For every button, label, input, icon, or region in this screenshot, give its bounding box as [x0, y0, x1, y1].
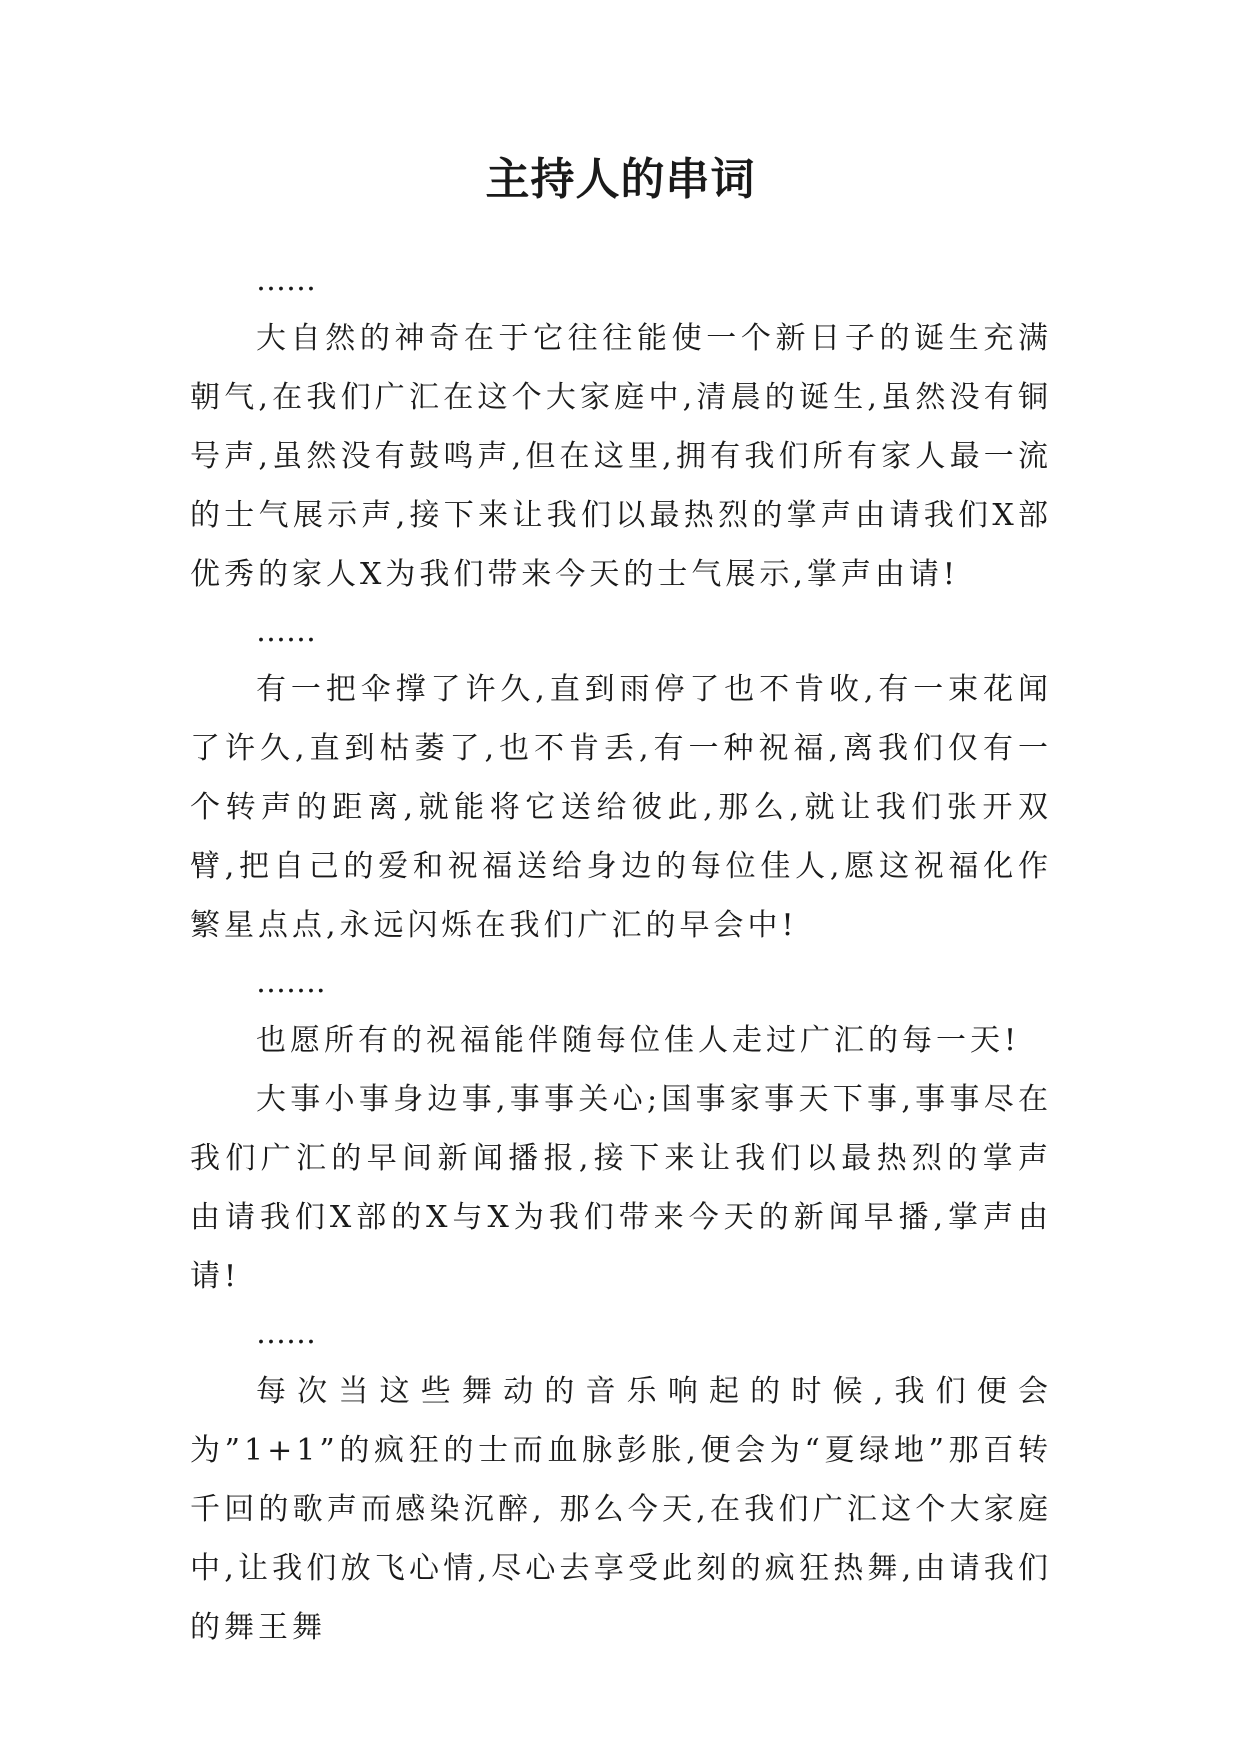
ellipsis-separator: …… [256, 614, 316, 649]
paragraph-news: 大事小事身边事,事事关心;国事家事天下事,事事尽在我们广汇的早间新闻播报,接下来让我们以最热烈的掌声由请我们X部的X与X为我们带来今天的新闻早播,掌声由请! [190, 1082, 1052, 1294]
document-title: 主持人的串词 [485, 154, 756, 205]
ellipsis-separator: …… [256, 263, 316, 298]
paragraph-blessing: 有一把伞撑了许久,直到雨停了也不肯收,有一束花闻了许久,直到枯萎了,也不肯丢,有一种祝福,离我们仅有一个转声的距离,就能将它送给彼此,那么,就让我们张开双臂,把自己的爱和祝福送给身边的每位佳人,愿这祝福化作繁星点点,永远闪烁在我们广汇的早会中! [190, 672, 1052, 943]
ellipsis-separator: …… [256, 1316, 316, 1351]
paragraph-dance: 每次当这些舞动的音乐响起的时候,我们便会为”1+1”的疯狂的士而血脉彭胀,便会为“夏绿地”那百转千回的歌声而感染沉醉, 那么今天,在我们广汇这个大家庭中,让我们放飞心情,尽心去享受此刻的疯狂热舞,由请我们的舞王舞 [190, 1374, 1052, 1645]
paragraph-wish: 也愿所有的祝福能伴随每位佳人走过广汇的每一天! [256, 1023, 1021, 1058]
ellipsis-separator: ……. [256, 965, 326, 1000]
document-body [190, 253, 1052, 1657]
paragraph-morale-show: 大自然的神奇在于它往往能使一个新日子的诞生充满朝气,在我们广汇在这个大家庭中,清晨的诞生,虽然没有铜号声,虽然没有鼓鸣声,但在这里,拥有我们所有家人最一流的士气展示声,接下来让我们以最热烈的掌声由请我们X部优秀的家人X为我们带来今天的士气展示,掌声由请! [190, 321, 1052, 592]
